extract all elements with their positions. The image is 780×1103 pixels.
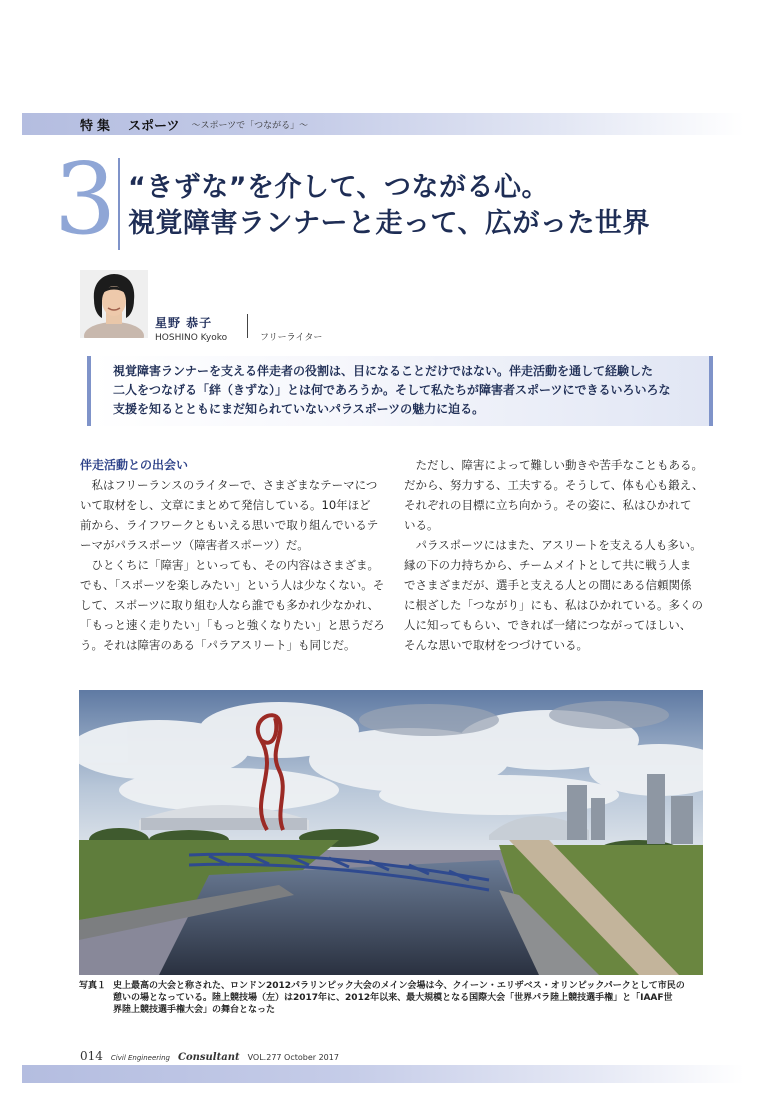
section-header-band [22, 113, 744, 135]
body-line: して、スポーツに取り組む人なら誰でも多かれ少なかれ、 [80, 598, 379, 612]
section-heading: 伴走活動との出会い [80, 458, 189, 472]
body-line: いて取材をし、文章にまとめて発信している。10年ほど [80, 498, 371, 512]
body-line: に根ざした「つながり」にも、私はひかれている。多くの [404, 598, 703, 612]
lead-line: 二人をつなげる「絆（きずな）」とは何であろうか。そして私たちが障害者スポーツにできるいろいろな [113, 383, 671, 397]
author-block [155, 314, 227, 343]
article-number: 3 [54, 143, 117, 257]
body-line: 前から、ライフワークともいえる思いで取り組んでいるテ [80, 518, 379, 532]
author-role: フリーライター [260, 333, 323, 343]
magazine-brand: Consultant [178, 1052, 240, 1063]
author-photo [80, 270, 148, 338]
article-title [128, 170, 748, 242]
body-line: 私はフリーランスのライターで、さまざまなテーマにつ [80, 478, 378, 492]
feature-theme: スポーツ [128, 118, 180, 134]
body-line: それぞれの目標に立ち向かう。その姿に、私はひかれて [404, 498, 692, 512]
title-line-1: “きずな”を介して、つながる心。 [128, 172, 549, 203]
body-line: 縁の下の力持ちから、チームメイトとして共に戦う人ま [404, 558, 692, 572]
photo-label: 写真１ [79, 981, 107, 991]
page-number: 014 [80, 1049, 103, 1063]
issue-volume: VOL.277 October 2017 [247, 1053, 339, 1062]
caption-line: 界陸上競技選手権大会」の舞台となった [113, 1005, 276, 1015]
body-line: でさまざまだが、選手と支える人との間にある信頼関係 [404, 578, 692, 592]
body-line: ただし、障害によって難しい動きや苦手なこともある。 [404, 458, 703, 472]
body-line: だから、努力する、工夫する。そうして、体も心も鍛え、 [404, 478, 704, 492]
lead-box [87, 356, 713, 426]
body-column-left [80, 455, 388, 655]
footer-band [22, 1065, 744, 1083]
lead-line: 支援を知るとともにまだ知られていないパラスポーツの魅力に迫る。 [113, 402, 485, 416]
feature-subtitle: ～スポーツで「つながる」～ [191, 120, 309, 131]
page-footer [80, 1049, 339, 1063]
body-line: 「もっと速く走りたい」「もっと強くなりたい」と思うだろ [80, 618, 385, 632]
body-line: でも、「スポーツを楽しみたい」という人は少なくない。そ [80, 578, 385, 592]
title-divider [118, 158, 120, 250]
feature-tag: 特集 [80, 118, 115, 134]
body-column-right [404, 455, 712, 655]
author-name-en: HOSHINO Kyoko [155, 333, 228, 343]
magazine-brand-small: Civil Engineering [110, 1054, 170, 1062]
lead-line: 視覚障害ランナーを支える伴走者の役割は、目になることだけではない。伴走活動を通して経験した [113, 364, 654, 378]
body-line: そんな思いで取材をつづけている。 [404, 638, 588, 652]
body-line: 人に知ってもらい、できれば一緒につながってほしい、 [404, 618, 692, 632]
caption-line: 憩いの場となっている。陸上競技場（左）は2017年に、2012年以来、最大規模となる国際大会「世界パラ陸上競技選手権」と「IAAF世 [113, 993, 673, 1003]
body-line: ひとくちに「障害」といっても、その内容はさまざま。 [80, 558, 379, 572]
body-line: う。それは障害のある「パラアスリート」も同じだ。 [80, 638, 356, 652]
body-line: ーマがパラスポーツ（障害者スポーツ）だ。 [80, 538, 309, 552]
body-line: パラスポーツにはまた、アスリートを支える人も多い。 [404, 538, 702, 552]
title-line-2: 視覚障害ランナーと走って、広がった世界 [128, 208, 650, 239]
caption-line: 史上最高の大会と称された、ロンドン2012パラリンピック大会のメイン会場は今、クイーン・エリザベス・オリンピックパークとして市民の [113, 981, 685, 991]
stadium-photo [79, 690, 703, 975]
author-divider [247, 314, 248, 338]
body-line: いる。 [404, 518, 439, 532]
author-name-jp: 星野 恭子 [155, 316, 213, 330]
